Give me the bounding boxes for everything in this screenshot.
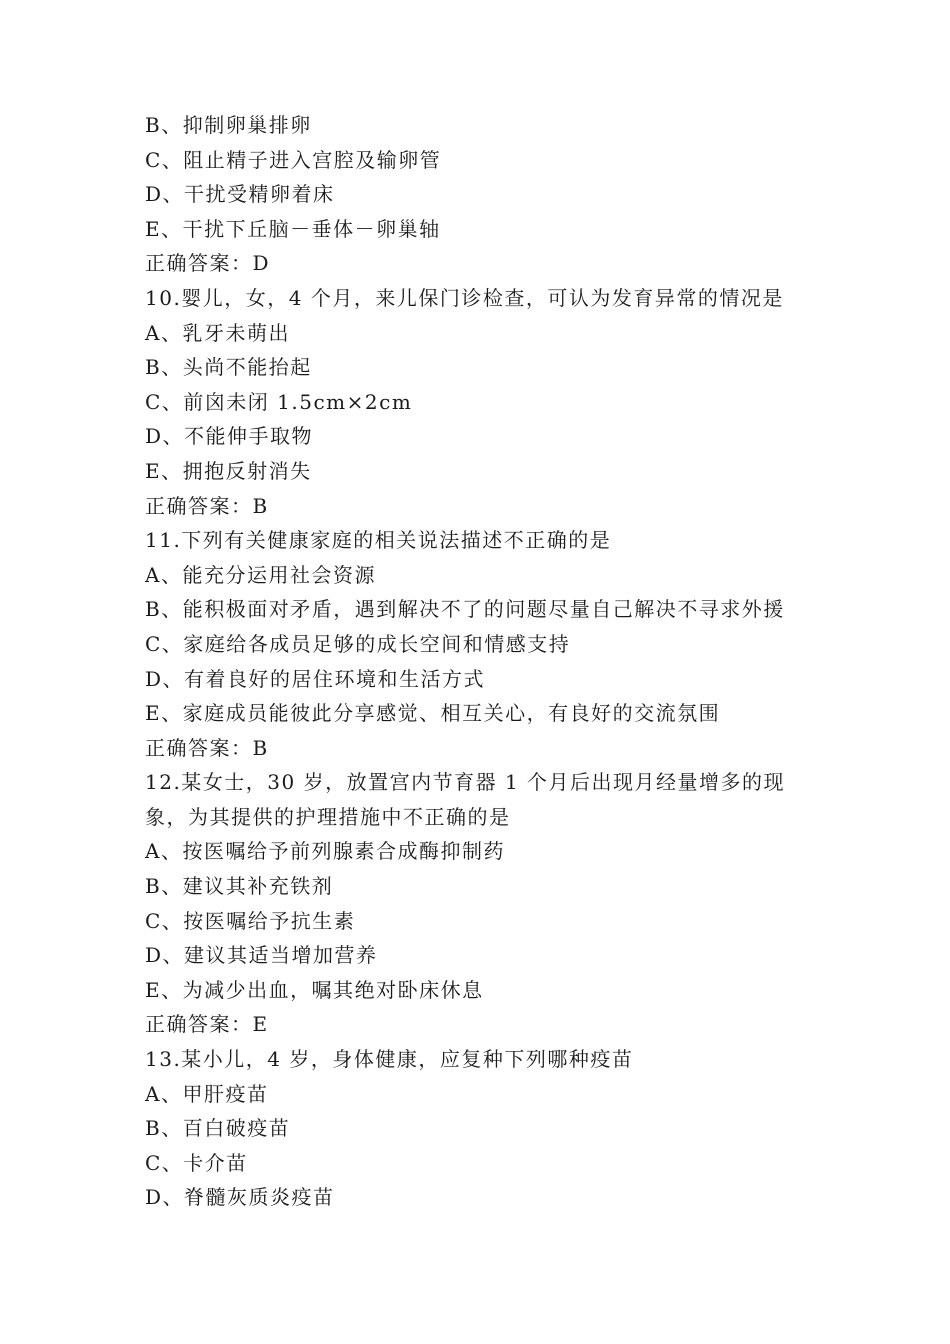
q12-question-line1: 12.某女士，30 岁，放置宫内节育器 1 个月后出现月经量增多的现 xyxy=(145,770,786,795)
q10-option-c: C、前囟未闭 1.5cm×2cm xyxy=(145,389,413,414)
q10-option-e: E、拥抱反射消失 xyxy=(145,458,312,483)
q13-option-c: C、卡介苗 xyxy=(145,1150,248,1175)
q12-answer: 正确答案：E xyxy=(145,1012,269,1037)
q12-option-c: C、按医嘱给予抗生素 xyxy=(145,908,356,933)
q12-question-line2: 象，为其提供的护理措施中不正确的是 xyxy=(145,804,511,829)
q13-option-a: A、甲肝疫苗 xyxy=(145,1081,269,1106)
q12-option-d: D、建议其适当增加营养 xyxy=(145,943,378,968)
q11-option-c: C、家庭给各成员足够的成长空间和情感支持 xyxy=(145,631,571,656)
q9-answer: 正确答案：D xyxy=(145,251,271,276)
q11-option-d: D、有着良好的居住环境和生活方式 xyxy=(145,666,486,691)
q13-option-b: B、百白破疫苗 xyxy=(145,1116,291,1141)
q9-option-d: D、干扰受精卵着床 xyxy=(145,182,335,207)
q11-option-b: B、能积极面对矛盾，遇到解决不了的问题尽量自己解决不寻求外援 xyxy=(145,597,785,622)
q11-option-e: E、家庭成员能彼此分享感觉、相互关心，有良好的交流氛围 xyxy=(145,701,721,726)
document-page xyxy=(145,108,825,1215)
q11-question: 11.下列有关健康家庭的相关说法描述不正确的是 xyxy=(145,528,612,553)
q11-answer: 正确答案：B xyxy=(145,735,269,760)
q9-option-b: B、抑制卵巢排卵 xyxy=(145,113,312,137)
q10-option-d: D、不能伸手取物 xyxy=(145,424,314,449)
q13-option-d: D、脊髓灰质炎疫苗 xyxy=(145,1185,335,1210)
q10-answer: 正确答案：B xyxy=(145,493,269,518)
q10-question: 10.婴儿，女，4 个月，来儿保门诊检查，可认为发育异常的情况是 xyxy=(145,285,784,310)
q9-option-c: C、阻止精子进入宫腔及输卵管 xyxy=(145,147,442,172)
q12-option-b: B、建议其补充铁剂 xyxy=(145,874,334,899)
q12-option-e: E、为减少出血，嘱其绝对卧床休息 xyxy=(145,977,484,1002)
q10-option-a: A、乳牙未萌出 xyxy=(145,320,290,345)
q12-option-a: A、按医嘱给予前列腺素合成酶抑制药 xyxy=(145,839,505,864)
q9-option-e: E、干扰下丘脑－垂体－卵巢轴 xyxy=(145,216,441,241)
q11-option-a: A、能充分运用社会资源 xyxy=(145,562,376,587)
q13-question: 13.某小儿，4 岁，身体健康，应复种下列哪种疫苗 xyxy=(145,1047,634,1072)
q10-option-b: B、头尚不能抬起 xyxy=(145,355,312,380)
